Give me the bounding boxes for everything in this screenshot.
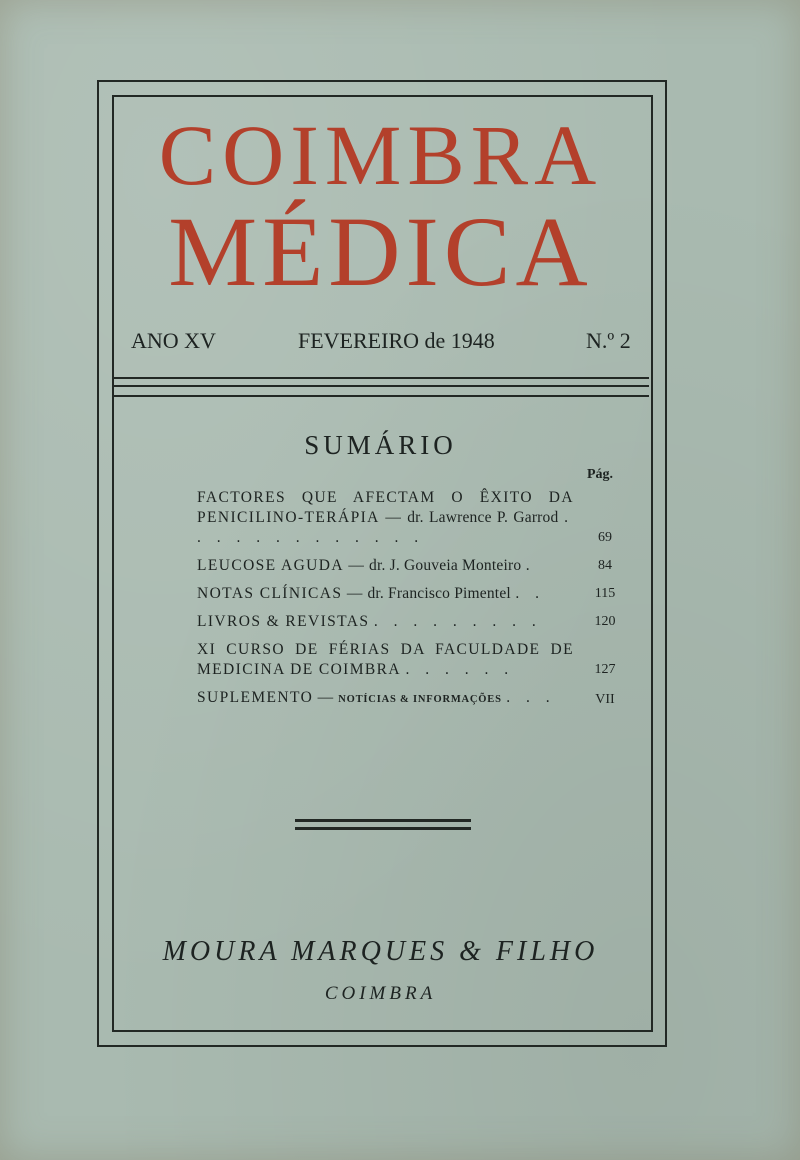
toc-entry-leaders: . . <box>515 585 546 602</box>
toc-entry-text <box>197 612 588 632</box>
toc-entry-title: NOTAS CLÍNICAS <box>197 585 343 602</box>
toc-entry-leaders: . <box>525 557 536 574</box>
toc-entry-separator: — <box>313 689 339 706</box>
toc-entry-text <box>197 556 588 576</box>
toc-entry <box>197 488 622 548</box>
toc-entry-author: dr. Francisco Pimentel <box>367 585 511 602</box>
summary-heading: SUMÁRIO <box>304 430 457 460</box>
toc-entry-author: dr. Lawrence P. Garrod <box>407 509 559 526</box>
toc-entry-separator: — <box>342 585 368 602</box>
publisher-name: MOURA MARQUES & FILHO <box>162 936 599 967</box>
toc-entry-page: 127 <box>594 662 616 677</box>
toc-entry-text <box>197 640 588 680</box>
toc-entry-leaders: . . . . . . . . . . . . . <box>197 509 574 546</box>
publisher-city: COIMBRA <box>324 983 437 1004</box>
divider-rule <box>113 377 649 379</box>
page-column-header: Pág. <box>587 467 614 482</box>
toc-entry-title: LEUCOSE AGUDA <box>197 557 344 574</box>
toc-entry-text <box>197 688 588 710</box>
ornamental-rule <box>295 827 471 830</box>
divider-rule <box>113 395 649 397</box>
toc-entry <box>197 584 622 604</box>
ornamental-rule <box>295 819 471 822</box>
issue-number: N.º 2 <box>586 328 631 353</box>
toc-entry-page: 120 <box>594 614 616 629</box>
toc-entry <box>197 612 622 632</box>
toc-entry-page: 84 <box>598 558 612 573</box>
toc-entry-separator: — <box>343 557 370 574</box>
title-line-coimbra: COIMBRA <box>158 107 603 203</box>
toc-entry-text <box>197 584 588 604</box>
issue-date: FEVEREIRO de 1948 <box>298 328 495 353</box>
toc-entry-leaders: . . . . . . <box>405 661 515 678</box>
toc-entry-page: 115 <box>594 586 616 601</box>
toc-entry <box>197 640 622 680</box>
toc-entry-leaders: . . . . . . . . . <box>373 613 542 630</box>
toc-entry-title: FACTORES QUE AFECTAM O ÊXITO DA PENICILINO-TERÁPIA <box>197 489 574 526</box>
toc-entry-page: VII <box>595 692 615 707</box>
toc-entry-text <box>197 488 588 548</box>
divider-rule <box>113 385 649 387</box>
toc-entry-title: LIVROS & REVISTAS <box>197 613 370 630</box>
table-of-contents <box>197 488 622 718</box>
volume-year: ANO XV <box>131 328 216 353</box>
toc-entry <box>197 688 622 710</box>
toc-entry-title: SUPLEMENTO <box>197 689 314 706</box>
toc-entry <box>197 556 622 576</box>
toc-entry-separator: — <box>379 509 408 526</box>
toc-entry-author: NOTÍCIAS & INFORMAÇÕES <box>338 694 502 705</box>
toc-entry-leaders: . . . <box>506 689 556 706</box>
toc-entry-page: 69 <box>598 530 612 545</box>
title-line-medica: MÉDICA <box>168 196 593 307</box>
toc-entry-title: XI CURSO DE FÉRIAS DA FACULDADE DE MEDICINA DE COIMBRA <box>197 641 574 678</box>
toc-entry-author: dr. J. Gouveia Monteiro <box>369 557 522 574</box>
